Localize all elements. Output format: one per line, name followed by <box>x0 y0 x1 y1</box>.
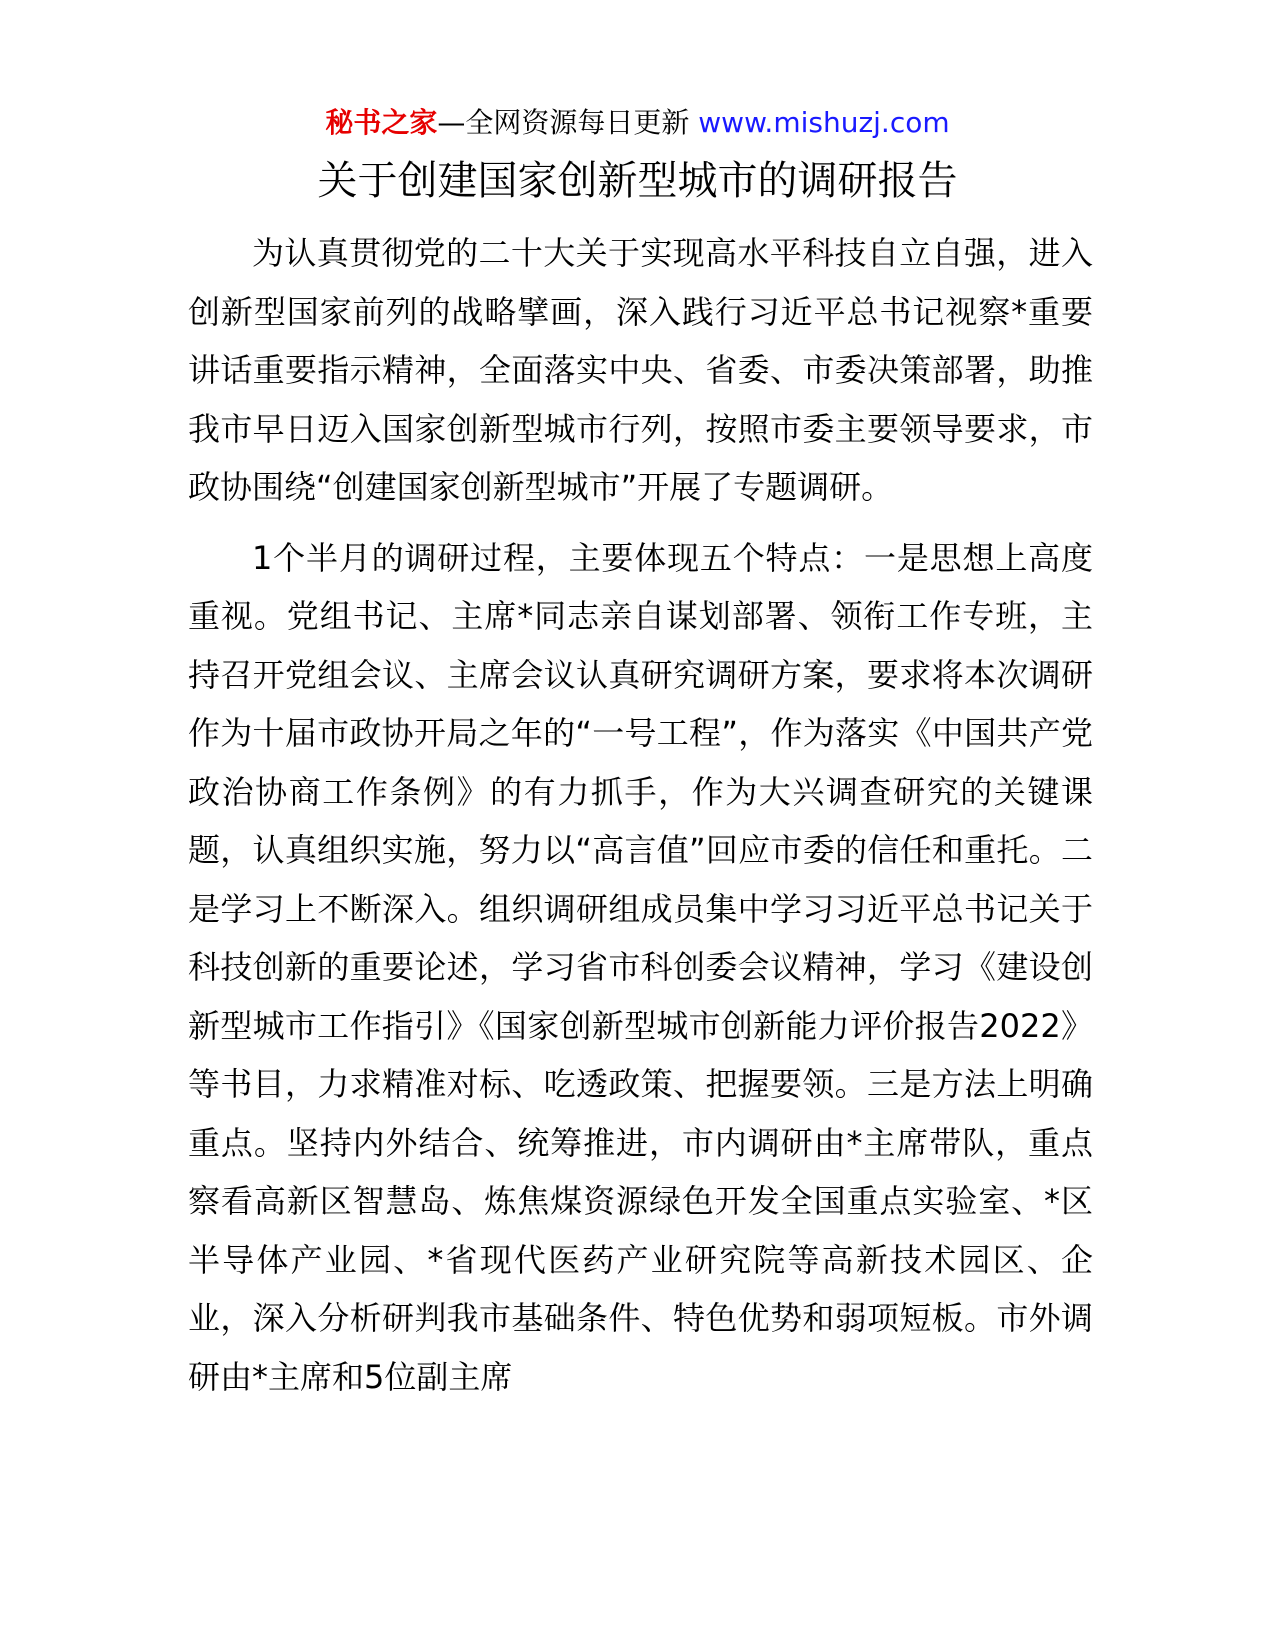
site-tagline: —全网资源每日更新 <box>437 106 699 139</box>
paragraph-intro: 为认真贯彻党的二十大关于实现高水平科技自立自强，进入创新型国家前列的战略擘画，深入践行习近平总书记视察*重要讲话重要指示精神，全面落实中央、省委、市委决策部署，助推我市早日迈入国家创新型城市行列，按照市委主要领导要求，市政协围绕“创建国家创新型城市”开展了专题调研。 <box>188 234 1093 506</box>
document-body <box>188 224 1093 1418</box>
document-title: 关于创建国家创新型城市的调研报告 <box>317 158 958 204</box>
paragraph-features: 1个半月的调研过程，主要体现五个特点：一是思想上高度重视。党组书记、主席*同志亲自谋划部署、领衔工作专班，主持召开党组会议、主席会议认真研究调研方案，要求将本次调研作为十届市政协开局之年的“一号工程”，作为落实《中国共产党政治协商工作条例》的有力抓手，作为大兴调查研究的关键课题，认真组织实施，努力以“高言值”回应市委的信任和重托。二是学习上不断深入。组织调研组成员集中学习习近平总书记关于科技创新的重要论述，学习省市科创委会议精神，学习《建设创新型城市工作指引》《国家创新型城市创新能力评价报告2022》等书目，力求精准对标、吃透政策、把握要领。三是方法上明确重点。坚持内外结合、统筹推进，市内调研由*主席带队，重点察看高新区智慧岛、炼焦煤资源绿色开发全国重点实验室、*区半导体产业园、*省现代医药产业研究院等高新技术园区、企业，深入分析研判我市基础条件、特色优势和弱项短板。市外调研由*主席和5位副主席 <box>188 538 1093 1396</box>
site-url-link[interactable]: www.mishuzj.com <box>698 106 950 139</box>
brand-name: 秘书之家 <box>325 106 438 139</box>
site-header <box>0 103 1275 143</box>
